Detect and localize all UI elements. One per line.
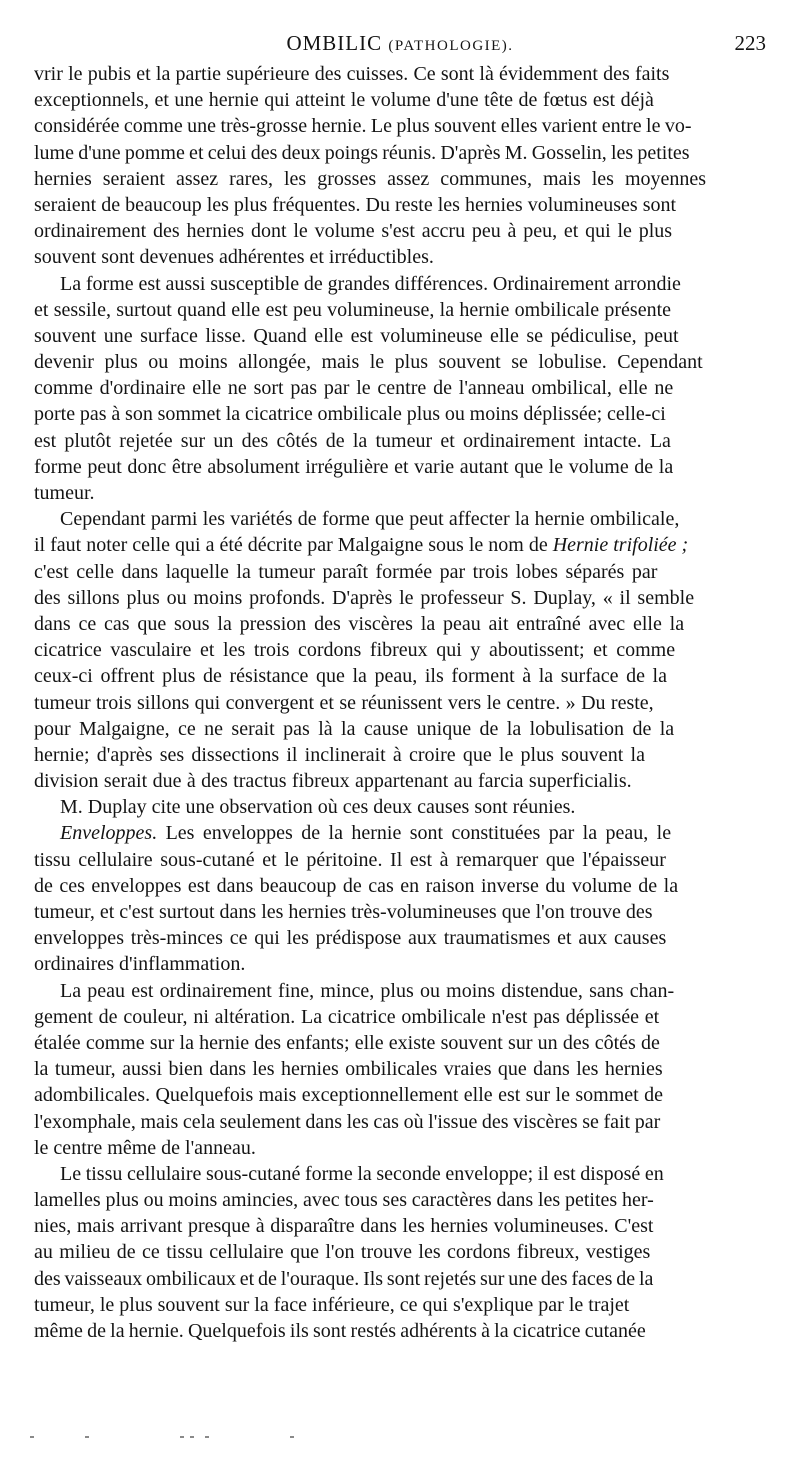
running-title-main: OMBILIC	[286, 31, 383, 55]
text-line: l'exomphale, mais cela seulement dans les cas où l'issue des viscères se fait par	[34, 1110, 661, 1133]
text-line: forme peut donc être absolument irrégulière et varie autant que le volume de la	[34, 455, 674, 478]
text-line: le centre même de l'anneau.	[34, 1136, 256, 1159]
text-line: tissu cellulaire sous-cutané et le péritoine. Il est à remarquer que l'épaisseur	[34, 848, 666, 871]
body-text	[34, 61, 766, 1344]
page-number: 223	[734, 31, 766, 55]
scan-speck	[30, 1436, 34, 1438]
scan-speck	[290, 1436, 294, 1438]
text-line: cicatrice vasculaire et les trois cordons fibreux qui y aboutissent; et comme	[34, 639, 676, 662]
text-line: hernies seraient assez rares, les grosses assez communes, mais les moyennes	[34, 167, 707, 190]
text-line	[34, 532, 766, 558]
text-line: comme d'ordinaire elle ne sort pas par le centre de l'anneau ombilical, elle ne	[34, 377, 674, 400]
text-line: considérée comme une très-grosse hernie. Le plus souvent elles varient entre le vo-	[34, 115, 692, 138]
scan-speck	[180, 1436, 184, 1438]
text-line: seraient de beaucoup les plus fréquentes. Du reste les hernies volumineuses sont	[34, 193, 677, 216]
running-title-subtitle: (PATHOLOGIE).	[388, 38, 514, 54]
text-line: tumeur.	[34, 482, 95, 504]
text-line: porte pas à son sommet la cicatrice ombilicale plus ou moins déplissée; celle-ci	[34, 403, 666, 426]
text-line: lume d'une pomme et celui des deux poings réunis. D'après M. Gosselin, les petites	[34, 141, 690, 164]
paragraph-start-line: Cependant parmi les variétés de forme que peut affecter la hernie ombilicale,	[60, 508, 680, 531]
section-start-line	[34, 820, 766, 846]
section-heading: Enveloppes.	[60, 822, 158, 845]
text-line: même de la hernie. Quelquefois ils sont restés adhérents à la cicatrice cutanée	[34, 1320, 646, 1342]
text-line: ordinaires d'inflammation.	[34, 953, 246, 976]
running-title	[34, 28, 766, 61]
paragraph-start-line: Le tissu cellulaire sous-cutané forme la seconde enveloppe; il est disposé en	[60, 1162, 664, 1185]
text-run: Les enveloppes de la hernie sont constituées par la peau, le	[157, 822, 672, 845]
text-line: ordinairement des hernies dont le volume s'est accru peu à peu, et qui le plus	[34, 220, 673, 243]
text-line: la tumeur, aussi bien dans les hernies ombilicales vraies que dans les hernies	[34, 1058, 663, 1081]
text-line: étalée comme sur la hernie des enfants; elle existe souvent sur un des côtés de	[34, 1031, 660, 1054]
text-line: pour Malgaigne, ce ne serait pas là la cause unique de la lobulisation de la	[34, 717, 675, 740]
paragraph-start-line: La forme est aussi susceptible de grandes différences. Ordinairement arrondie	[60, 272, 681, 295]
paragraph-start-line: La peau est ordinairement fine, mince, plus ou moins distendue, sans chan-	[60, 979, 675, 1002]
text-line: au milieu de ce tissu cellulaire que l'on trouve les cordons fibreux, vestiges	[34, 1241, 651, 1264]
text-line: dans ce cas que sous la pression des viscères la peau ait entraîné avec elle la	[34, 612, 685, 635]
text-line: tumeur trois sillons qui convergent et se réunissent vers le centre. » Du reste,	[34, 691, 654, 714]
text-line: enveloppes très-minces ce qui les prédispose aux traumatismes et aux causes	[34, 927, 667, 950]
text-run: il faut noter celle qui a été décrite par Malgaigne sous le nom de	[34, 534, 553, 557]
text-line: tumeur, le plus souvent sur la face inférieure, ce qui s'explique par le trajet	[34, 1293, 630, 1316]
text-line: division serait due à des tractus fibreux appartenant au farcia superficialis.	[34, 770, 632, 793]
text-line: hernie; d'après ses dissections il inclinerait à croire que le plus souvent la	[34, 743, 645, 766]
text-line: nies, mais arrivant presque à disparaître dans les hernies volumineuses. C'est	[34, 1215, 654, 1238]
text-line: de ces enveloppes est dans beaucoup de cas en raison inverse du volume de la	[34, 874, 679, 897]
text-line: tumeur, et c'est surtout dans les hernies très-volumineuses que l'on trouve des	[34, 901, 653, 923]
scan-speck	[190, 1436, 194, 1438]
text-line: gement de couleur, ni altération. La cicatrice ombilicale n'est pas déplissée et	[34, 1005, 660, 1028]
text-line: ceux-ci offrent plus de résistance que la peau, ils forment à la surface de la	[34, 665, 667, 688]
text-line: souvent une surface lisse. Quand elle est volumineuse elle se pédiculise, peut	[34, 324, 679, 347]
scan-speck	[205, 1436, 209, 1438]
text-line: et sessile, surtout quand elle est peu volumineuse, la hernie ombilicale présente	[34, 298, 672, 321]
text-line: souvent sont devenues adhérentes et irréductibles.	[34, 246, 434, 269]
scan-speck	[85, 1436, 89, 1438]
text-line: vrir le pubis et la partie supérieure des cuisses. Ce sont là évidemment des faits	[34, 63, 670, 85]
text-line: des vaisseaux ombilicaux et de l'ouraque. Ils sont rejetés sur une des faces de la	[34, 1267, 654, 1290]
text-line: adombilicales. Quelquefois mais exceptionnellement elle est sur le sommet de	[34, 1084, 663, 1107]
text-line: c'est celle dans laquelle la tumeur paraît formée par trois lobes séparés par	[34, 560, 658, 583]
text-line: lamelles plus ou moins amincies, avec tous ses caractères dans les petites her-	[34, 1189, 654, 1212]
paragraph-start-line: M. Duplay cite une observation où ces deux causes sont réunies.	[60, 796, 576, 819]
text-line: des sillons plus ou moins profonds. D'après le professeur S. Duplay, « il semble	[34, 586, 695, 609]
text-line: exceptionnels, et une hernie qui atteint le volume d'une tête de fœtus est déjà	[34, 89, 654, 112]
italic-term: Hernie trifoliée ;	[552, 534, 689, 557]
page-header	[34, 28, 766, 58]
text-line: est plutôt rejetée sur un des côtés de la tumeur et ordinairement intacte. La	[34, 429, 671, 452]
text-line: devenir plus ou moins allongée, mais le plus souvent se lobulise. Cependant	[34, 351, 703, 374]
scan-specks	[30, 1436, 330, 1442]
